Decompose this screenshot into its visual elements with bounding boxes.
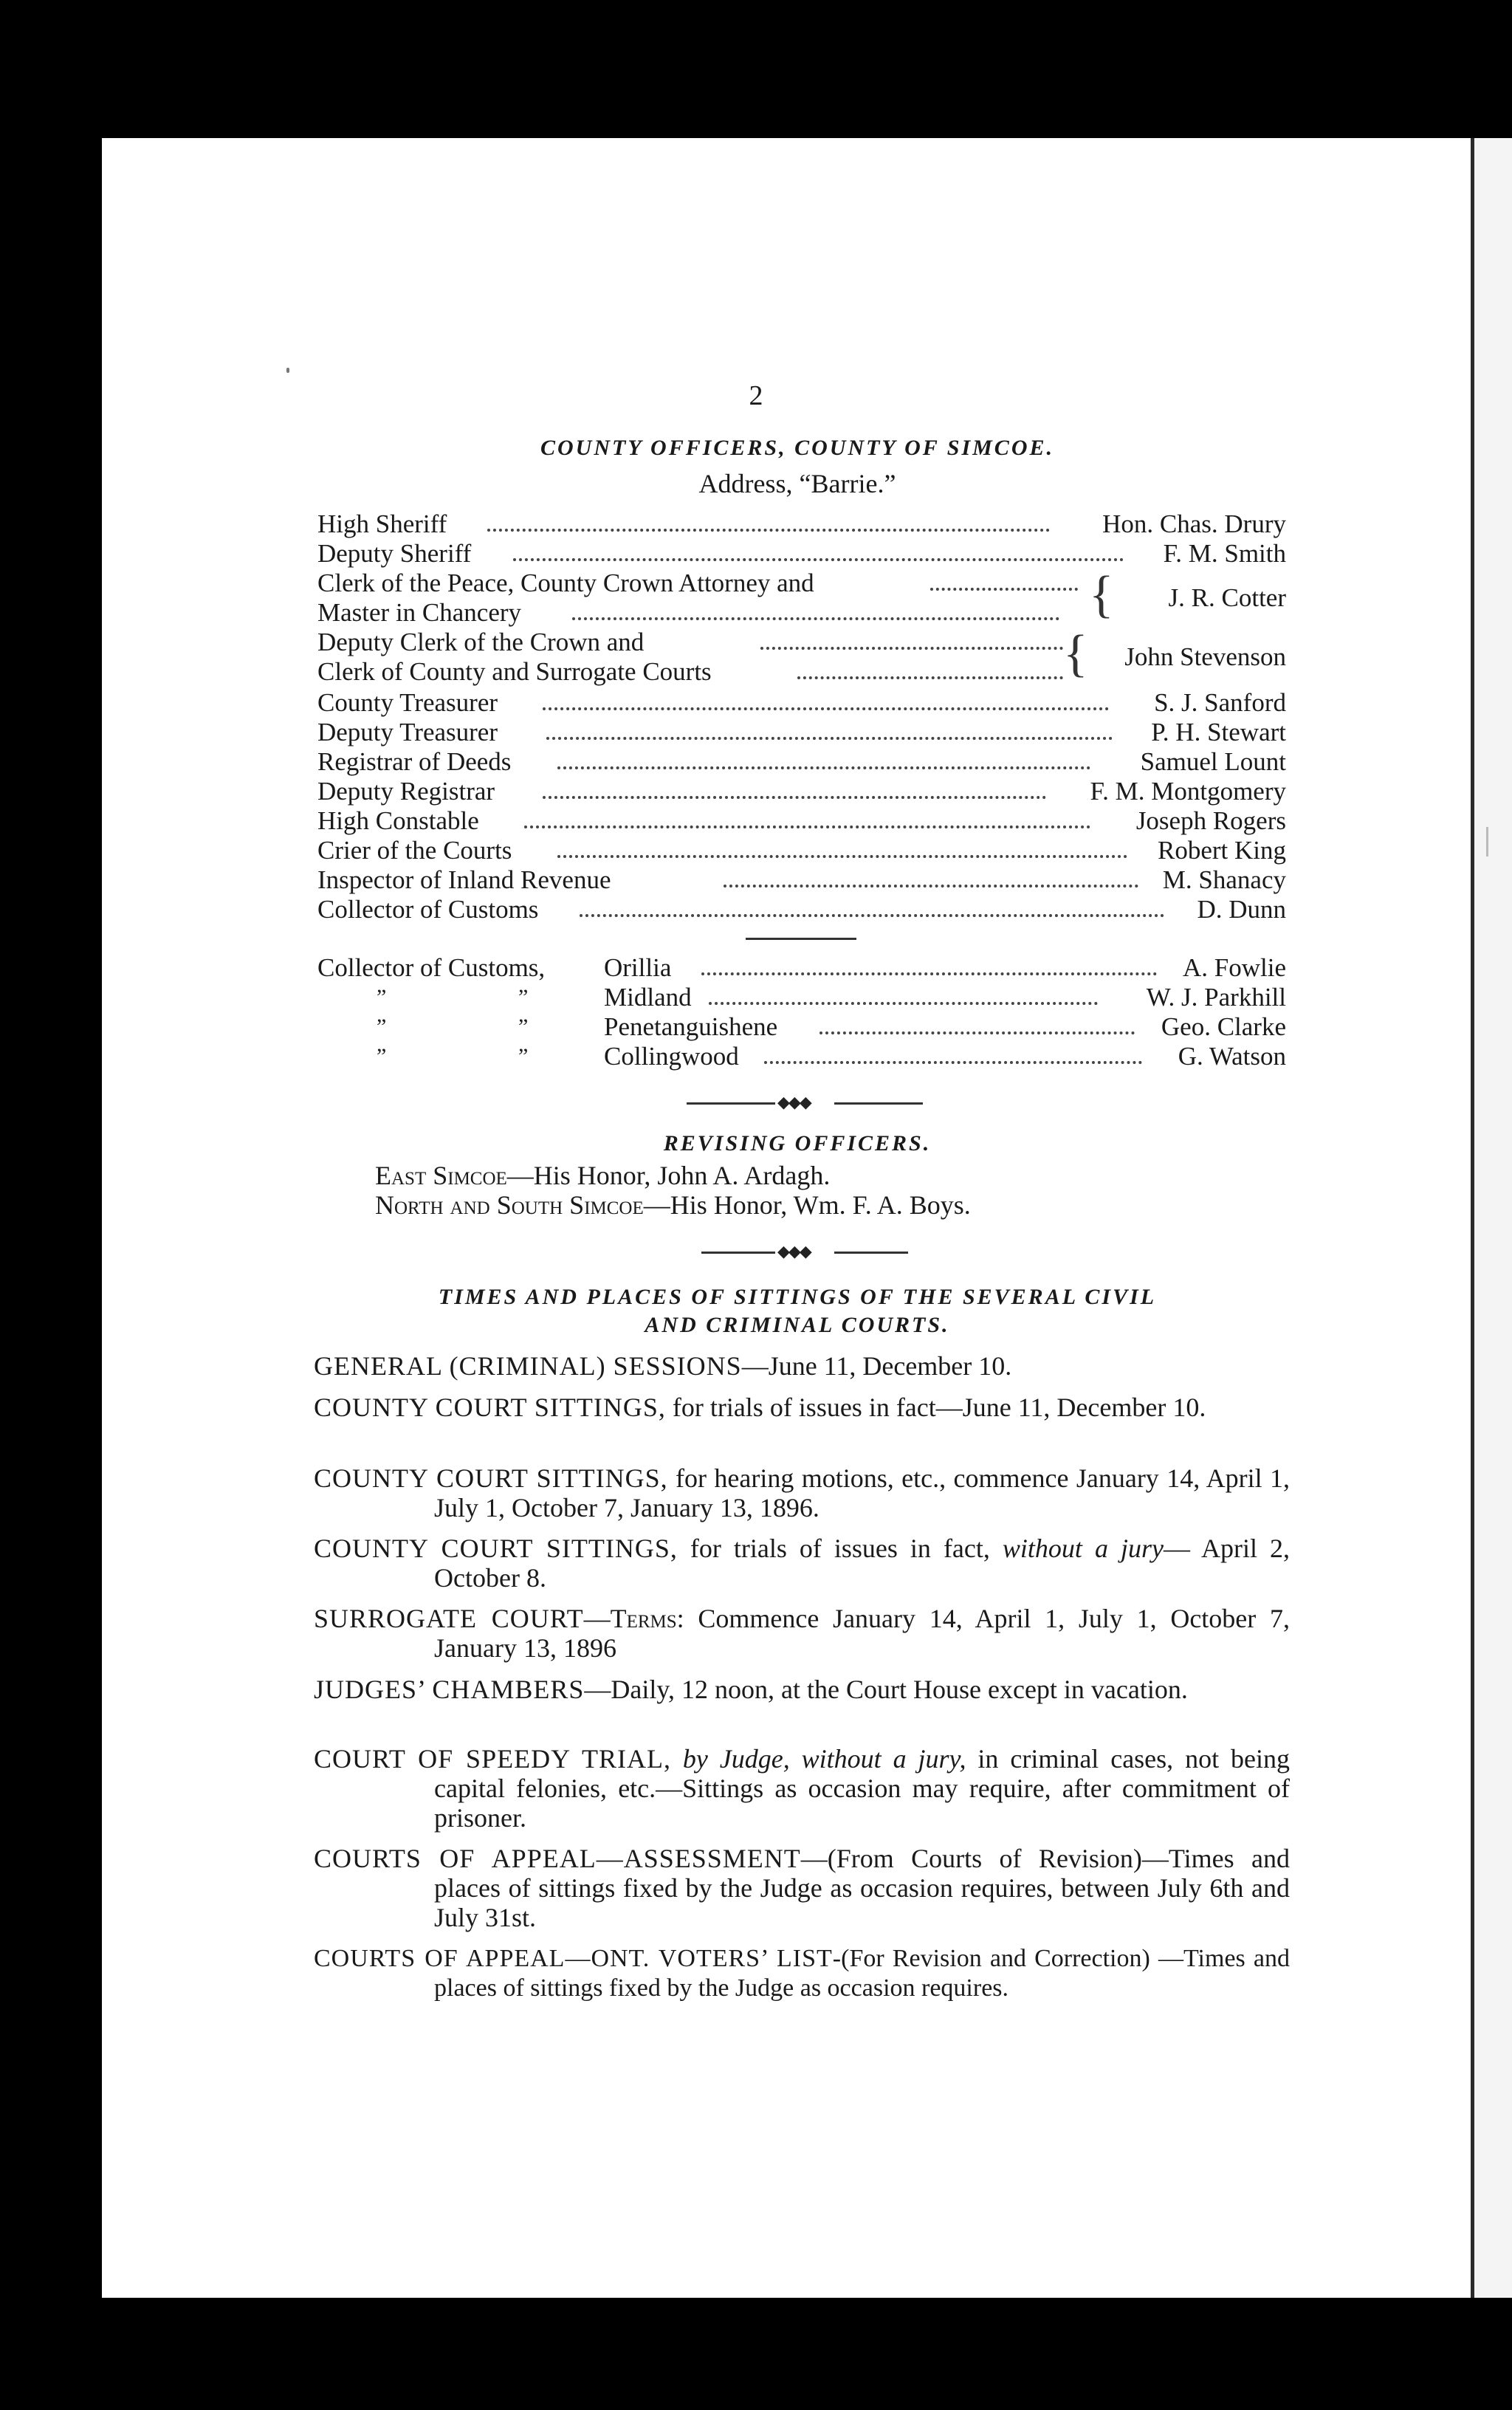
leader-dots: [557, 766, 1090, 769]
customs-place: Midland: [604, 983, 692, 1012]
sitting-title: JUDGES’ CHAMBERS: [314, 1675, 585, 1704]
ornament-diamonds: ◆◆◆: [777, 1093, 811, 1111]
address-line: Address, “Barrie.”: [698, 469, 896, 498]
leader-dots: [701, 972, 1157, 975]
officer-title-line1: Clerk of the Peace, County Crown Attorney and: [317, 569, 814, 597]
officer-title: County Treasurer: [317, 688, 498, 717]
sitting-title: COUNTY COURT SITTINGS,: [314, 1463, 668, 1493]
officer-row: [317, 509, 1286, 539]
leader-dots: [797, 676, 1063, 679]
sitting-title: SURROGATE COURT: [314, 1604, 584, 1633]
page-mark: [1486, 827, 1488, 856]
customs-name: Geo. Clarke: [1161, 1012, 1286, 1041]
sitting-entry: [314, 1944, 1290, 2003]
sitting-italic: by Judge, without a jury,: [670, 1744, 966, 1774]
leader-dots: [572, 617, 1059, 620]
officer-title-line1: Deputy Clerk of the Crown and: [317, 628, 645, 656]
sitting-text: : Commence January 14, April 1, July 1, October 7, January 13, 1896: [434, 1604, 1290, 1663]
leader-dots: [513, 558, 1124, 561]
officer-name: Hon. Chas. Drury: [1102, 509, 1286, 538]
officer-row: [317, 747, 1286, 777]
officer-name: F. M. Smith: [1163, 539, 1286, 568]
sitting-title: COURTS OF APPEAL—ONT. VOTERS’ LIST: [314, 1945, 833, 1972]
officer-title: High Constable: [317, 806, 479, 835]
section-rule: [746, 938, 856, 940]
sitting-entry: [314, 1744, 1290, 1833]
leader-dots: [764, 1061, 1142, 1064]
officer-name: D. Dunn: [1197, 895, 1286, 924]
officer-title-line2: Master in Chancery: [317, 598, 522, 627]
officer-row: [317, 806, 1286, 836]
sitting-entry: [314, 1463, 1290, 1522]
ornament-rule-right: [834, 1102, 923, 1105]
leader-dots: [724, 885, 1138, 888]
leader-dots: [709, 1002, 1098, 1005]
customs-label: Collector of Customs,: [317, 953, 546, 982]
leader-dots: [557, 855, 1127, 858]
officer-title: Deputy Treasurer: [317, 718, 498, 746]
officer-name: Joseph Rogers: [1135, 806, 1286, 835]
brace: {: [1089, 566, 1114, 623]
sitting-text: for trials of issues in fact,: [677, 1534, 1003, 1563]
revising-text: —His Honor, Wm. F. A. Boys.: [643, 1190, 971, 1220]
customs-name: W. J. Parkhill: [1146, 983, 1286, 1012]
customs-row: [317, 1042, 1286, 1071]
revising-line: [375, 1161, 830, 1190]
leader-dots: [580, 914, 1164, 917]
ornament-diamonds: ◆◆◆: [777, 1242, 811, 1260]
customs-place: Collingwood: [604, 1042, 739, 1071]
sitting-text: —(From Courts of Revision)—Times and places of sittings fixed by the Judge as occasion requires, between July 6th and July 31st.: [434, 1844, 1291, 1932]
customs-name: A. Fowlie: [1183, 953, 1286, 982]
officer-row: [317, 865, 1286, 895]
officer-name: Robert King: [1157, 836, 1286, 865]
officer-name: John Stevenson: [1124, 642, 1286, 671]
officer-row-braced: [317, 625, 1286, 687]
leader-dots: [487, 529, 1050, 532]
officer-row: [317, 718, 1286, 747]
officer-row-braced: [317, 566, 1286, 628]
sitting-text: for hearing motions, etc., commence January 14, April 1, July 1, October 7, January 13, 1896.: [434, 1463, 1290, 1522]
sitting-dash: —: [583, 1604, 611, 1633]
officer-name: S. J. Sanford: [1154, 688, 1286, 717]
customs-row: [317, 953, 1286, 983]
section-heading-sittings-1: TIMES AND PLACES OF SITTINGS OF THE SEVERAL CIVIL: [438, 1285, 1157, 1309]
customs-row: [317, 983, 1286, 1012]
leader-dots: [930, 588, 1078, 591]
ornament-rule-right: [834, 1252, 908, 1254]
officer-name: Samuel Lount: [1140, 747, 1286, 776]
sitting-entry: [314, 1844, 1290, 1932]
ditto-mark: ”: [377, 1015, 387, 1039]
sitting-title: GENERAL (CRIMINAL) SESSIONS: [314, 1351, 742, 1381]
customs-place: Orillia: [604, 953, 672, 982]
leader-dots: [546, 737, 1113, 740]
customs-place: Penetanguishene: [604, 1012, 778, 1041]
sitting-entry: [314, 1534, 1290, 1593]
ditto-mark: ”: [518, 1044, 529, 1068]
revising-line: [375, 1190, 971, 1220]
officer-row: [317, 777, 1286, 806]
leader-dots: [543, 707, 1109, 710]
ditto-mark: ”: [518, 985, 529, 1009]
ditto-mark: ”: [518, 1015, 529, 1039]
page-speck: [286, 368, 289, 373]
officer-row: [317, 688, 1286, 718]
officer-name: M. Shanacy: [1162, 865, 1286, 894]
officer-title: Registrar of Deeds: [317, 747, 512, 776]
officer-title: Inspector of Inland Revenue: [317, 865, 611, 894]
sitting-text: for trials of issues in fact—June 11, December 10.: [665, 1393, 1206, 1422]
sitting-title: COUNTY COURT SITTINGS,: [314, 1534, 678, 1563]
revising-district: East Simcoe: [375, 1161, 507, 1190]
officer-title: Collector of Customs: [317, 895, 539, 924]
sitting-text: —Daily, 12 noon, at the Court House except in vacation.: [584, 1675, 1188, 1704]
officer-row: [317, 539, 1286, 569]
leader-dots: [760, 647, 1063, 650]
sitting-title: COURTS OF APPEAL—ASSESSMENT: [314, 1844, 801, 1873]
leader-dots: [543, 796, 1046, 799]
page-number: 2: [749, 380, 763, 411]
sitting-entry: [314, 1604, 1290, 1663]
sitting-text: in criminal cases, not being capital felonies, etc.—Sittings as occasion may require, after commitment of prisoner.: [434, 1744, 1290, 1833]
officer-title: Deputy Registrar: [317, 777, 495, 806]
officer-row: [317, 836, 1286, 865]
sitting-entry: [314, 1675, 1290, 1704]
customs-name: G. Watson: [1178, 1042, 1286, 1071]
sitting-title: COURT OF SPEEDY TRIAL,: [314, 1744, 671, 1774]
brace: {: [1063, 625, 1088, 682]
leader-dots: [819, 1031, 1135, 1034]
officer-title: High Sheriff: [317, 509, 447, 538]
ornament-rule-left: [701, 1252, 775, 1254]
officer-name: F. M. Montgomery: [1090, 777, 1286, 806]
sitting-entry: [314, 1351, 1290, 1381]
next-page-strip: [1474, 138, 1512, 2298]
revising-district: North and South Simcoe: [375, 1190, 644, 1220]
sitting-terms: Terms: [610, 1604, 677, 1633]
sitting-entry: [314, 1393, 1290, 1422]
section-heading-county-officers: COUNTY OFFICERS, COUNTY OF SIMCOE.: [540, 436, 1054, 460]
ditto-mark: ”: [377, 985, 387, 1009]
sitting-text-tail: — April 2, October 8.: [434, 1534, 1290, 1593]
sitting-text: -(For Revision and Correction) —Times and places of sittings fixed by the Judge as occasion requires.: [434, 1945, 1291, 2002]
sitting-title: COUNTY COURT SITTINGS,: [314, 1393, 666, 1422]
ditto-mark: ”: [377, 1044, 387, 1068]
officer-title: Crier of the Courts: [317, 836, 512, 865]
leader-dots: [524, 825, 1090, 828]
revising-text: —His Honor, John A. Ardagh.: [506, 1161, 831, 1190]
section-heading-revising: REVISING OFFICERS.: [663, 1131, 932, 1156]
officer-title: Deputy Sheriff: [317, 539, 472, 568]
sitting-italic: without a jury: [1002, 1534, 1164, 1563]
officer-row: [317, 895, 1286, 924]
section-heading-sittings-2: AND CRIMINAL COURTS.: [645, 1313, 950, 1337]
officer-title-line2: Clerk of County and Surrogate Courts: [317, 657, 712, 686]
sitting-text: —June 11, December 10.: [741, 1351, 1012, 1381]
ornament-rule-left: [687, 1102, 775, 1105]
customs-row: [317, 1012, 1286, 1042]
officer-name: J. R. Cotter: [1168, 583, 1286, 612]
officer-name: P. H. Stewart: [1151, 718, 1286, 746]
